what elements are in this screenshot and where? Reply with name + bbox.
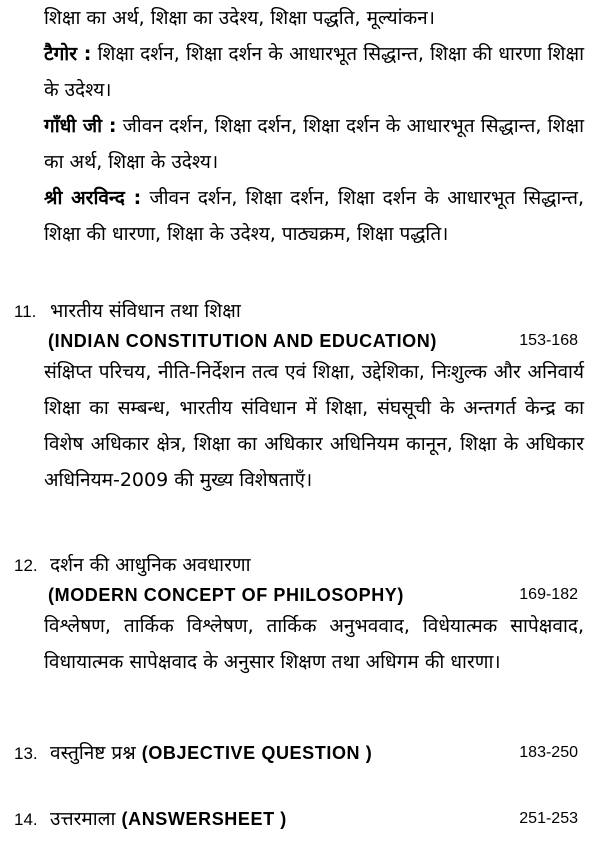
chapter-11-heading [14,298,584,325]
gandhi-label: गाँधी जी : [44,115,117,137]
chapter-title-hi: भारतीय संविधान तथा शिक्षा [50,300,241,322]
chapter-number: 11. [14,302,37,321]
chapter-12-body: विश्लेषण, तार्किक विश्लेषण, तार्किक अनुभववाद, विधेयात्मक सापेक्षवाद, विधायात्मक सापेक्षवाद के अनुसार शिक्षण तथा अधिगम की धारणा। [44,615,584,673]
chapter-number: 12. [14,556,38,575]
aurobindo-text: जीवन दर्शन, शिक्षा दर्शन, शिक्षा दर्शन के आधारभूत सिद्धान्त, शिक्षा की धारणा, शिक्षा के उदेश्य, पाठ्यक्रम, शिक्षा पद्धति। [44,187,584,245]
chapter-12-pages: 169-182 [519,586,578,603]
gandhi-text: जीवन दर्शन, शिक्षा दर्शन, शिक्षा दर्शन के आधारभूत सिद्धान्त, शिक्षा का अर्थ, शिक्षा के उदेश्य। [44,115,584,173]
chapter-11-title-en: (INDIAN CONSTITUTION AND EDUCATION) [48,331,437,351]
chapter-title-hi: वस्तुनिष्ट प्रश्न [50,742,136,764]
chapter-14-pages: 251-253 [519,810,578,827]
tagore-entry [44,36,584,108]
tagore-label: टैगोर : [44,43,92,65]
chapter-14-heading [14,806,584,833]
chapter-12-title-en: (MODERN CONCEPT OF PHILOSOPHY) [48,585,405,605]
chapter-title-en: (OBJECTIVE QUESTION ) [141,743,373,763]
chapter-number: 13. [14,744,38,763]
chapter-11-pages: 153-168 [519,332,578,349]
gandhi-entry [44,108,584,180]
chapter-13-pages: 183-250 [519,744,578,761]
aurobindo-entry [44,180,584,252]
chapter-title-hi: उत्तरमाला [50,808,116,830]
intro-line: शिक्षा का अर्थ, शिक्षा का उदेश्य, शिक्षा पद्धति, मूल्यांकन। [44,7,435,29]
aurobindo-label: श्री अरविन्द : [44,187,142,209]
chapter-13-heading [14,740,584,767]
chapter-12-heading [14,552,584,579]
chapter-title-en: (ANSWERSHEET ) [121,809,287,829]
intro-block [44,0,584,252]
chapter-number: 14. [14,810,38,829]
chapter-title-hi: दर्शन की आधुनिक अवधारणा [50,554,251,576]
chapter-11-body: संक्षिप्त परिचय, नीति-निर्देशन तत्व एवं शिक्षा, उद्देशिका, निःशुल्क और अनिवार्य शिक्षा का सम्बन्ध, भारतीय संविधान में शिक्षा, संघसूची के अन्तगर्त केन्द्र का विशेष अधिकार क्षेत्र, शिक्षा का अधिकार अधिनियम कानून, शिक्षा के अधिकार अधिनियम-2009 की मुख्य विशेषताएँ। [44,361,584,491]
tagore-text: शिक्षा दर्शन, शिक्षा दर्शन के आधारभूत सिद्धान्त, शिक्षा की धारणा शिक्षा के उदेश्य। [44,43,584,101]
